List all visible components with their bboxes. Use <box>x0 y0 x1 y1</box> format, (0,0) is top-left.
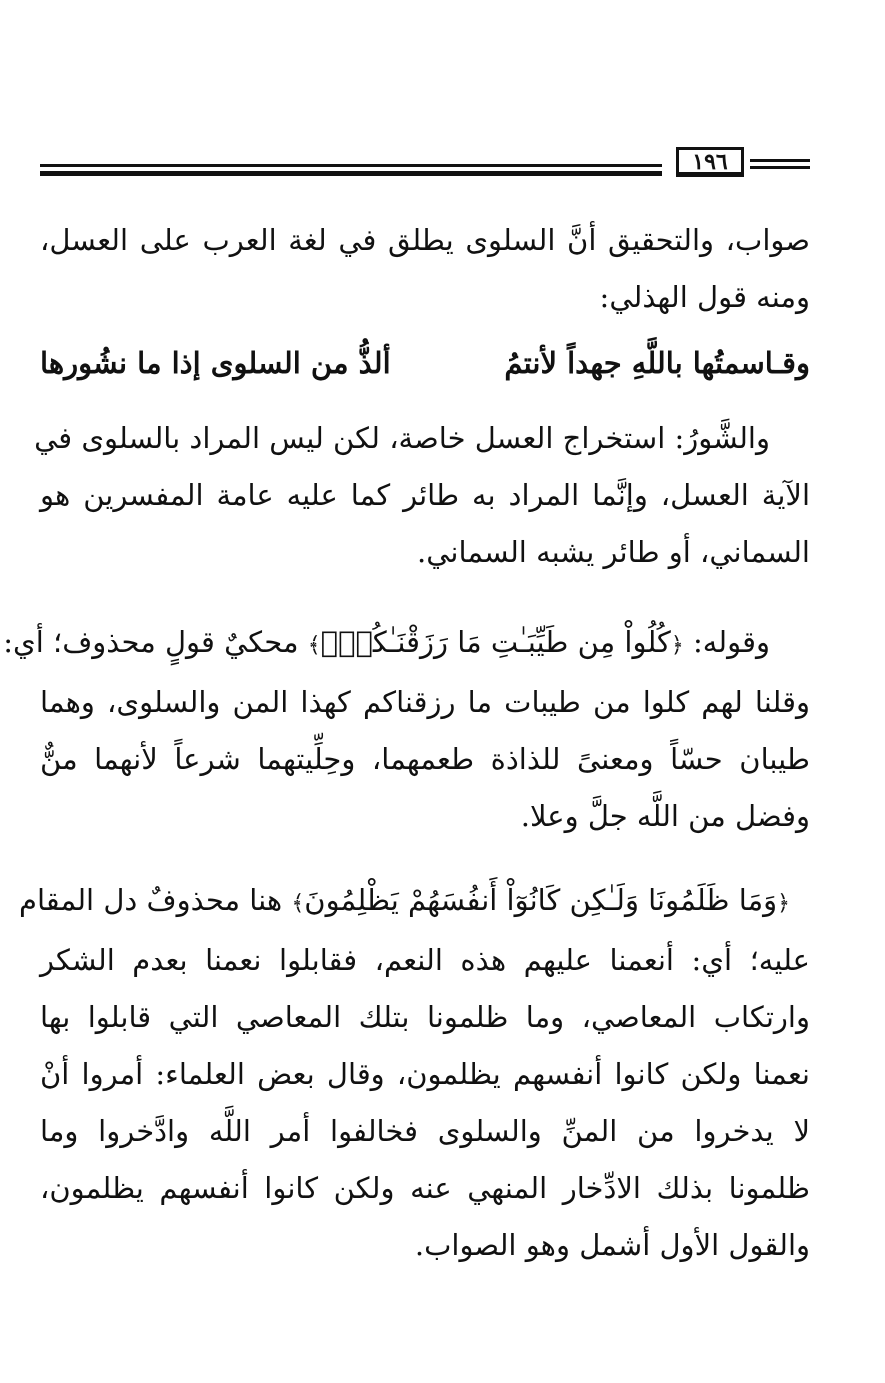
poetry-verse <box>40 338 810 388</box>
text-line: عليه؛ أي: أنعمنا عليهم هذه النعم، فقابلوا نعمنا بعدم الشكر <box>40 943 810 977</box>
text-line <box>18 872 810 932</box>
quran-verse: وَمَا ظَلَمُونَا وَلَـٰكِن كَانُوٓاْ أَنفُسَهُمْ يَظْلِمُونَ <box>304 883 778 917</box>
paragraph <box>34 410 810 581</box>
text-line: الآية العسل، وإنَّما المراد به طائر كما عليه عامة المفسرين هو <box>40 478 810 512</box>
text-fragment: وقوله: <box>683 625 770 659</box>
page-number: ١٩٦ <box>676 147 744 177</box>
text-line: وارتكاب المعاصي، وما ظلمونا بتلك المعاصي التي قابلوا بها <box>40 1000 810 1034</box>
text-line: ومنه قول الهذلي: <box>599 280 810 314</box>
text-fragment: هنا محذوفٌ دل المقام <box>18 883 292 917</box>
header-rule <box>750 159 810 162</box>
text-line: لا يدخروا من المنِّ والسلوى فخالفوا أمر اللَّه وادَّخروا وما <box>40 1114 810 1148</box>
header-rule <box>750 166 810 169</box>
quran-bracket-open: ﴿ <box>777 891 790 916</box>
text-line: السماني، أو طائر يشبه السماني. <box>417 535 810 569</box>
quran-bracket-close: ﴾ <box>291 891 305 916</box>
text-fragment: محكيٌ قولٍ محذوف؛ أي: <box>3 625 308 659</box>
header-rule <box>40 164 662 167</box>
paragraph <box>18 872 810 1274</box>
text-line: وقلنا لهم كلوا من طيبات ما رزقناكم كهذا المن والسلوى، وهما <box>40 685 810 719</box>
text-line: صواب، والتحقيق أنَّ السلوى يطلق في لغة العرب على العسل، <box>40 223 810 257</box>
text-line: والقول الأول أشمل وهو الصواب. <box>414 1228 810 1262</box>
text-line: طيبان حسّاً ومعنىً للذاذة طعمهما، وحِلِّيتهما شرعاً لأنهما منٌّ <box>40 742 810 776</box>
quran-bracket-close: ﴾ <box>307 633 321 658</box>
text-line: وفضل من اللَّه جلَّ وعلا. <box>520 799 810 833</box>
paragraph <box>40 212 810 326</box>
text-line <box>3 614 810 674</box>
first-hemistich: وقـاسمتُها باللَّهِ جهداً لأنتمُ <box>504 346 810 380</box>
page-header <box>40 144 810 184</box>
quran-bracket-open: ﴿ <box>670 633 684 658</box>
second-hemistich: ألذُّ من السلوى إذا ما نشُورها <box>40 346 391 380</box>
text-line: ظلمونا بذلك الادِّخار المنهي عنه ولكن كانوا أنفسهم يظلمون، <box>40 1171 810 1205</box>
paragraph <box>3 614 810 845</box>
header-rule <box>40 171 662 176</box>
text-line: والشَّورُ: استخراج العسل خاصة، لكن ليس المراد بالسلوى في <box>34 421 770 455</box>
text-line: نعمنا ولكن كانوا أنفسهم يظلمون، وقال بعض العلماء: أمروا أنْ <box>40 1057 810 1091</box>
quran-verse: كُلُواْ مِن طَيِّبَـٰتِ مَا رَزَقْنَـٰكُمْۚ <box>320 625 671 659</box>
